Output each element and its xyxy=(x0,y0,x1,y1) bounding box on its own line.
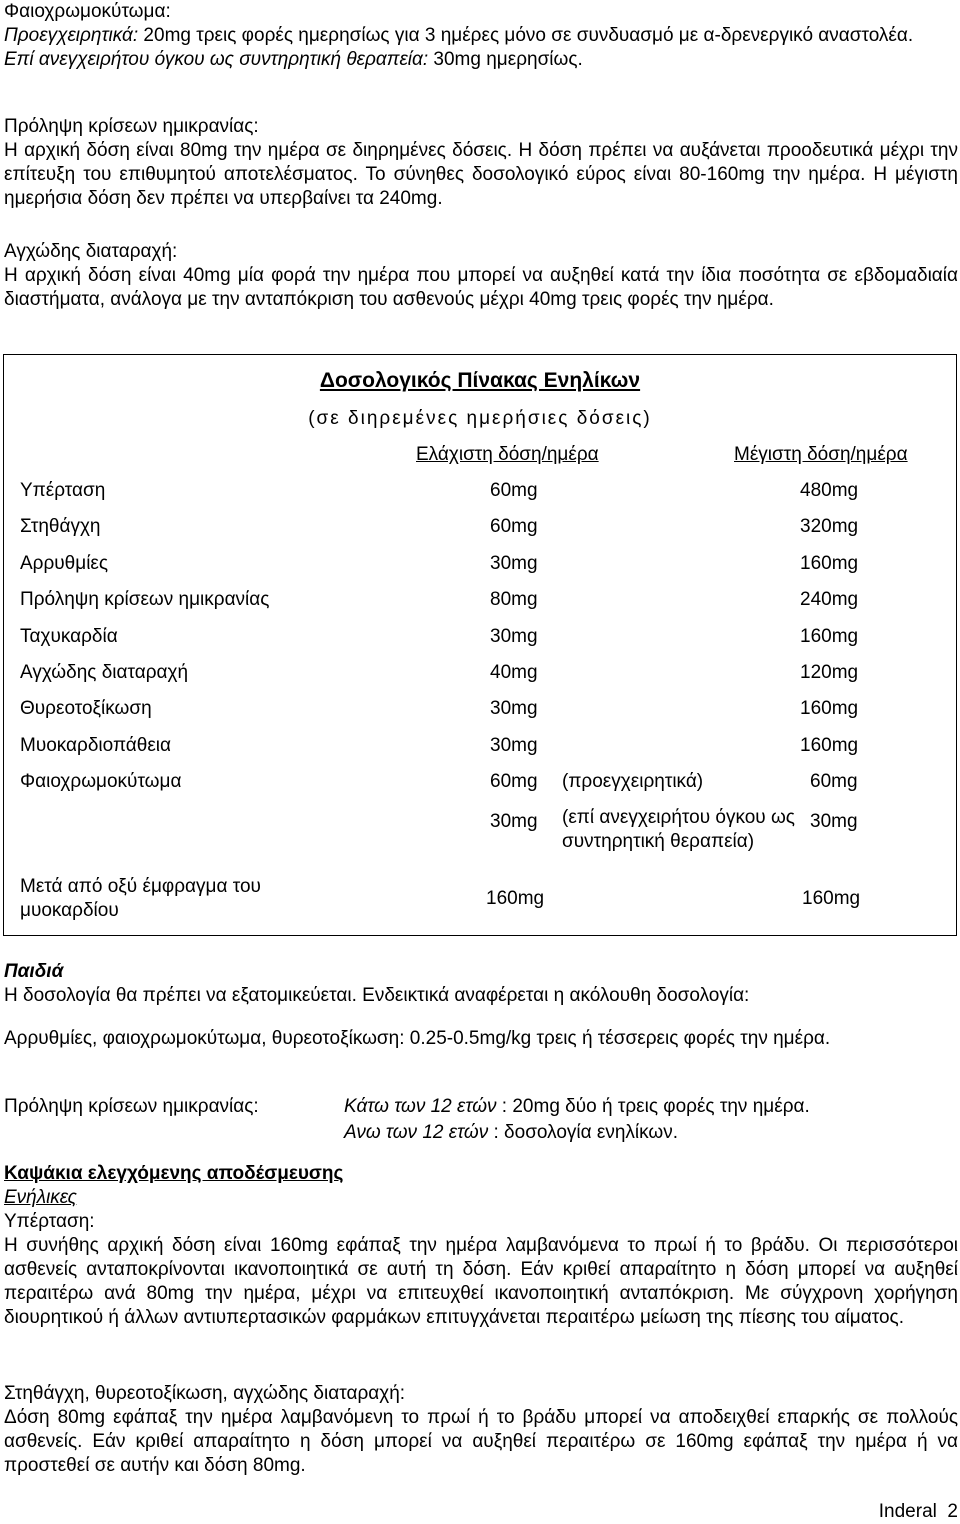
pheo-preop-text: 20mg τρεις φορές ημερησίως για 3 ημέρες μόνο σε συνδυασμό με α-δρενεργικό αναστολέα. xyxy=(138,25,914,46)
capsules-heading: Καψάκια ελεγχόμενης αποδέσμευσης xyxy=(4,1163,344,1184)
row-name: Υπέρταση xyxy=(20,480,106,501)
pheo-preop xyxy=(4,24,958,48)
migraine-section xyxy=(4,115,958,211)
row-max: 160mg xyxy=(800,698,859,719)
table-row xyxy=(20,875,940,925)
angina-section xyxy=(4,1382,958,1478)
anxiety-text: Η αρχική δόση είναι 40mg μία φορά την ημέρα που μπορεί να αυξηθεί κατά την ίδια ποσότητα σε εβδομαδιαία διαστήματα, ανάλογα με την ανταπόκριση του ασθενούς μέχρι 40mg τρεις φορές την ημέρα. xyxy=(4,265,958,310)
anxiety-heading: Αγχώδης διαταραχή: xyxy=(4,241,178,262)
row-min: 60mg xyxy=(490,480,538,501)
row-name: Πρόληψη κρίσεων ημικρανίας xyxy=(20,589,270,610)
row-name: Μυοκαρδιοπάθεια xyxy=(20,735,172,756)
pheo-inop-label: Επί ανεγχειρήτου όγκου ως συντηρητική θεραπεία: xyxy=(4,49,429,70)
angina-text: Δόση 80mg εφάπαξ την ημέρα λαμβανόμενη το πρωί ή το βράδυ μπορεί να αποδειχθεί επαρκής σε πολλούς ασθενείς. Εάν κριθεί απαραίτητο η δόση μπορεί να αυξηθεί περαιτέρω σε 160mg εφάπαξ την ημέρα ή να προστεθεί σε αυτήν και δόση 80mg. xyxy=(4,1407,958,1476)
table-row xyxy=(20,661,940,697)
row-name: Μετά από οξύ έμφραγμα του μυοκαρδίου xyxy=(20,876,261,921)
children-migraine xyxy=(4,1095,958,1147)
row-min: 60mg xyxy=(490,771,538,792)
capsules-section xyxy=(4,1162,958,1330)
row-name: Ταχυκαρδία xyxy=(20,626,118,647)
row-min: 30mg xyxy=(490,698,538,719)
children-migraine-label: Πρόληψη κρίσεων ημικρανίας: xyxy=(4,1096,259,1117)
col-min-header: Ελάχιστη δόση/ημέρα xyxy=(416,444,599,465)
dose-table-title: Δοσολογικός Πίνακας Ενηλίκων xyxy=(319,369,641,392)
over12-label: Ανω των 12 ετών xyxy=(344,1122,489,1143)
migraine-heading: Πρόληψη κρίσεων ημικρανίας: xyxy=(4,116,259,137)
pheo-section xyxy=(4,0,958,72)
row-max: 320mg xyxy=(800,516,859,537)
row-max: 30mg xyxy=(810,811,858,832)
row-min: 80mg xyxy=(490,589,538,610)
pheo-heading: Φαιοχρωμοκύτωμα: xyxy=(4,1,171,22)
table-row xyxy=(20,588,940,624)
dose-table-subtitle: (σε διηρεμένες ημερήσιες δόσεις) xyxy=(308,408,652,429)
row-min: 160mg xyxy=(486,888,545,909)
anxiety-section xyxy=(4,240,958,312)
adult-dose-table xyxy=(3,354,957,936)
table-row xyxy=(20,697,940,733)
row-name: Φαιοχρωμοκύτωμα xyxy=(20,771,182,792)
children-intro: Η δοσολογία θα πρέπει να εξατομικεύεται. Ενδεικτικά αναφέρεται η ακόλουθη δοσολογία: xyxy=(4,985,750,1006)
capsules-adults: Ενήλικες xyxy=(4,1187,77,1208)
table-row xyxy=(20,734,940,770)
table-row xyxy=(20,515,940,551)
row-name: Αρρυθμίες xyxy=(20,553,109,574)
pheo-inop-text: 30mg ημερησίως. xyxy=(428,49,583,70)
hyper-heading: Υπέρταση: xyxy=(4,1211,95,1232)
row-max: 120mg xyxy=(800,662,859,683)
table-row xyxy=(20,806,940,878)
pheo-preop-label: Προεγχειρητικά: xyxy=(4,25,139,46)
row-note: (προεγχειρητικά) xyxy=(562,771,704,792)
row-min: 40mg xyxy=(490,662,538,683)
row-name: Αγχώδης διαταραχή xyxy=(20,662,189,683)
under12-label: Κάτω των 12 ετών xyxy=(344,1096,497,1117)
children-section xyxy=(4,960,958,1008)
table-row xyxy=(20,625,940,661)
row-max: 160mg xyxy=(802,888,861,909)
children-heading: Παιδιά xyxy=(4,961,64,982)
row-max: 60mg xyxy=(810,771,858,792)
over12-text: : δοσολογία ενηλίκων. xyxy=(488,1122,679,1143)
row-max: 160mg xyxy=(800,553,859,574)
migraine-text-b: Η δόση πρέπει να αυξάνεται προοδευτικά μέχρι την επίτευξη του επιθυμητού αποτελέσματος. Το σύνηθες δοσολογικό εύρος είναι 80-160mg την ημέρα. Η μέγιστη ημερήσια δόση δεν πρέπει να υπερβαίνει τα 240mg. xyxy=(4,140,958,209)
table-row xyxy=(20,479,940,515)
hyper-text: Η συνήθης αρχική δόση είναι 160mg εφάπαξ την ημέρα λαμβανόμενα το πρωί ή το βράδυ. Οι περισσότεροι ασθενείς ανταποκρίνονται ικανοποιητικά σε αυτή τη δόση. Εάν κριθεί απαραίτητο η δόση μπορεί να αυξηθεί περαιτέρω ανά 80mg την ημέρα, μέχρι να επιτευχθεί ικανοποιητική ανταπόκριση. Με σύγχρονη χορήγηση διουρητικού ή άλλων αντιυπερτασικών φαρμάκων επιτυγχάνεται περαιτέρω μείωση της πίεσης του αίματος. xyxy=(4,1235,958,1328)
row-name: Στηθάγχη xyxy=(20,516,101,537)
row-note: (επί ανεγχειρήτου όγκου ως συντηρητική θεραπεία) xyxy=(562,807,795,852)
page-footer: Inderal 2 xyxy=(878,1501,958,1522)
table-row xyxy=(20,552,940,588)
row-min: 60mg xyxy=(490,516,538,537)
migraine-text-a: Η αρχική δόση είναι 80mg την ημέρα σε διηρημένες δόσεις. xyxy=(4,140,519,161)
row-min: 30mg xyxy=(490,735,538,756)
row-max: 160mg xyxy=(800,626,859,647)
row-min: 30mg xyxy=(490,553,538,574)
children-arrhythmia: Αρρυθμίες, φαιοχρωμοκύτωμα, θυρεοτοξίκωση: 0.25-0.5mg/kg τρεις ή τέσσερεις φορές την ημέρα. xyxy=(4,1028,831,1049)
migraine-text xyxy=(4,139,958,211)
col-max-header: Μέγιστη δόση/ημέρα xyxy=(734,444,908,465)
row-min: 30mg xyxy=(490,626,538,647)
table-row xyxy=(20,770,940,806)
pheo-inop xyxy=(4,48,958,72)
angina-heading: Στηθάγχη, θυρεοτοξίκωση, αγχώδης διαταραχή: xyxy=(4,1383,406,1404)
row-max: 480mg xyxy=(800,480,859,501)
under12-text: : 20mg δύο ή τρεις φορές την ημέρα. xyxy=(496,1096,810,1117)
row-name: Θυρεοτοξίκωση xyxy=(20,698,152,719)
row-min: 30mg xyxy=(490,811,538,832)
row-max: 240mg xyxy=(800,589,859,610)
row-max: 160mg xyxy=(800,735,859,756)
